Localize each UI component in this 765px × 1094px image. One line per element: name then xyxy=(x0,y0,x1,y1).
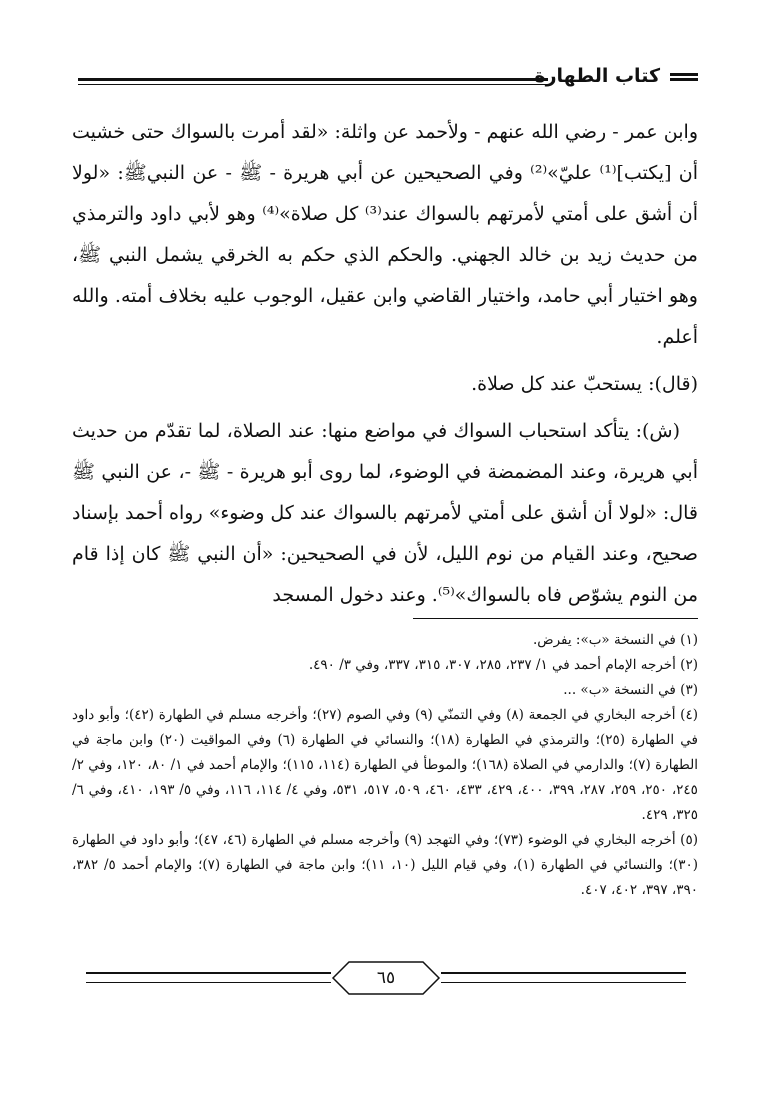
footnote: (٤) أخرجه البخاري في الجمعة (٨) وفي التمنّي (٩) وفي الصوم (٢٧)؛ وأخرجه مسلم في الطهارة (٤٢)؛ وأبو داود في الطهارة (٢٥)؛ والترمذي في الطهارة (١٨)؛ والنسائي في الطهارة (٦) وفي المواقيت (٢٠) وابن ماجة في الطهارة (٧)؛ والدارمي في الصلاة (١٦٨)؛ والموطأ في الطهارة (١١٤، ١١٥)؛ والإمام أحمد في ١/ ٨٠، ١٢٠، وفي ٢/ ٢٤٥، ٢٥٠، ٢٥٩، ٢٨٧، ٣٩٩، ٤٠٠، ٤٢٩، ٤٣٣، ٤٦٠، ٥٠٩، ٥١٧، ٥٣١، وفي ٤/ ١١٤، ١١٦، وفي ٥/ ١٩٣، ٤١٠، وفي ٦/ ٣٢٥، ٤٢٩. xyxy=(72,707,699,823)
header-rule xyxy=(78,78,548,85)
footnote: (١) في النسخة «ب»: يفرض. xyxy=(532,632,698,648)
paragraph: (قال): يستحبّ عند كل صلاة. xyxy=(471,373,698,395)
page-number: ٦٥ xyxy=(376,968,396,988)
footnote-separator xyxy=(413,618,698,619)
paragraph: (ش): يتأكد استحباب السواك في مواضع منها: عند الصلاة، لما تقدّم من حديث أبي هريرة، وعند المضمضة في الوضوء، لما روى أبو هريرة - ﷺ -، عن النبي ﷺ قال: «لولا أن أشق على أمتي لأمرتهم بالسواك عند كل وضوء» رواه أحمد بإسناد صحيح، وعند القيام من نوم الليل، لأن في الصحيحين: «أن النبي ﷺ كان إذا قام من النوم يشوّص فاه بالسواك»⁽⁵⁾. وعند دخول المسجد xyxy=(72,420,698,606)
main-text xyxy=(72,112,698,616)
footnote: (٢) أخرجه الإمام أحمد في ١/ ٢٣٧، ٢٨٥، ٣٠٧، ٣١٥، ٣٣٧، وفي ٣/ ٤٩٠. xyxy=(308,657,698,673)
page-number-frame xyxy=(86,960,686,1000)
running-header-title: كتاب الطهارة xyxy=(534,65,660,87)
running-header xyxy=(78,62,698,92)
page-number-badge xyxy=(331,960,441,996)
footnote: (٣) في النسخة «ب» ... xyxy=(563,682,698,698)
paragraph: وابن عمر - رضي الله عنهم - ولأحمد عن واثلة: «لقد أمرت بالسواك حتى خشيت أن [يكتب]⁽¹⁾ عليّ»⁽²⁾ وفي الصحيحين عن أبي هريرة - ﷺ - عن النبيﷺ: «لولا أن أشق على أمتي لأمرتهم بالسواك عند⁽³⁾ كل صلاة»⁽⁴⁾ وهو لأبي داود والترمذي من حديث زيد بن خالد الجهني. والحكم الذي حكم به الخرقي يشمل النبي ﷺ، وهو اختيار أبي حامد، واختيار القاضي وابن عقيل، الوجوب عليه بخلاف أمته. والله أعلم. xyxy=(72,121,699,348)
header-ornament xyxy=(670,73,698,81)
footnote: (٥) أخرجه البخاري في الوضوء (٧٣)؛ وفي التهجد (٩) وأخرجه مسلم في الطهارة (٤٦، ٤٧)؛ وأبو داود في الطهارة (٣٠)؛ والنسائي في الطهارة (١)، وفي قيام الليل (١٠، ١١)؛ وابن ماجة في الطهارة (٧)؛ والإمام أحمد ٥/ ٣٨٢، ٣٩٠، ٣٩٧، ٤٠٢، ٤٠٧. xyxy=(72,832,698,898)
footnotes xyxy=(72,628,698,903)
